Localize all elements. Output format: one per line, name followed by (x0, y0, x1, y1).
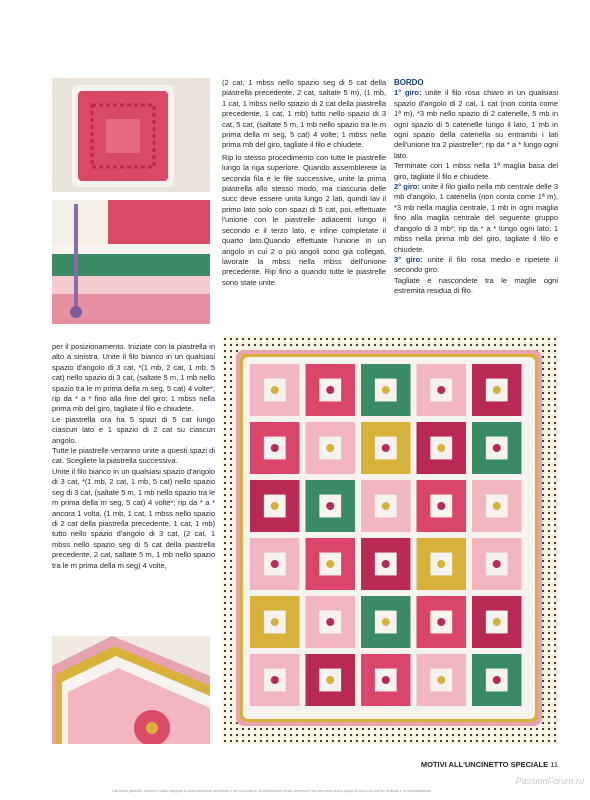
tile-flower-center (326, 502, 334, 510)
round-text: unite il filo rosa medio e ripetete il secondo giro. (394, 254, 559, 275)
round-text: Tagliate e nascondete tra le maglie ogni estremità residua di filo. (394, 275, 558, 296)
tile-flower-center (437, 386, 445, 394)
tile-flower-center (437, 676, 445, 684)
tile-flower-center (326, 560, 334, 568)
watermark: PassionForum.ru (515, 776, 584, 786)
round-paragraph (394, 276, 558, 297)
page-footer (421, 760, 558, 769)
page-number: 11 (550, 760, 558, 769)
tile-flower-center (437, 502, 445, 510)
bordo-section (394, 78, 558, 297)
hook-handle (70, 306, 82, 318)
tile-flower-center (493, 444, 501, 452)
tile-flower-center (271, 618, 279, 626)
tile-flower-center (493, 618, 501, 626)
paragraph: Le piastrella ora ha 5 spazi di 5 cat lungo ciascun lato e 1 spazio di 2 cat su ciascun angolo. (52, 414, 215, 445)
tile-flower-center (271, 444, 279, 452)
round-text: unite il filo rosa chiaro in un qualsiasi spazio d'angolo di 2 cat, 1 cat (non conta come 1ª m), *3 mb nello spazio di 2 catenelle, 5 mb in ogni spazio di 5 catenelle lungo il lato, 1 mb in ogni spazio della catenella su entrambi i lati dell'unione tra 2 piastrelle*; rip da * a * lungo ogni lato. (394, 88, 559, 160)
tile-flower-center (382, 444, 390, 452)
tile-flower-center (271, 560, 279, 568)
tile-flower-center (493, 560, 501, 568)
joining-illustration (52, 200, 210, 324)
round-paragraph (394, 88, 558, 161)
tile-flower-center (326, 618, 334, 626)
tile-flower-center (271, 676, 279, 684)
section-title: BORDO (394, 78, 424, 87)
tile-flower-center (493, 676, 501, 684)
tile-flower-center (437, 618, 445, 626)
round-label: 3° giro: (394, 254, 423, 264)
round-label: 1° giro: (394, 88, 422, 98)
text-column-top (222, 78, 386, 288)
tile-flower-center (382, 560, 390, 568)
flower-center (146, 722, 158, 734)
round-paragraph (394, 182, 558, 255)
paragraph: Tutte le piastrelle verranno unite a questi spazi di cat. Scegliete la piastrella successiva. (52, 446, 215, 466)
paragraph: Unite il filo bianco in un qualsiasi spazio d'angolo di 3 cat, *(1 mb, 2 cat, 1 mb, 5 cat) nello spazio seg di 3 cat, (saltate 5 m, 1 mb nello spazio tra le m prima della m seg, 5 cat) 4 volte*; rip da * a * ancora 1 volta, (1 mb, 1 cat, 1 mbss nello spazio di 2 cat della piastrella precedente, 1 cat, 1 mb) tutto nello spazio d'angolo di 3 cat, (2 cat, 1 mbss nello spazio seg di 5 cat della piastrella precedente, 2 cat, saltate 5 m, 1 mb nello spazio tra le m prima della m seg) 4 volte, (52, 466, 215, 570)
blanket-illustration (222, 336, 558, 744)
round-text: Terminate con 1 mbss nella 1ª maglia basa del giro, tagliate il filo e chiudete. (394, 161, 558, 181)
round-paragraph (394, 255, 558, 276)
tile-flower-center (493, 502, 501, 510)
round-label: 2° giro: (394, 182, 420, 192)
tile-flower-center (382, 386, 390, 394)
tile-flower-center (326, 444, 334, 452)
photo-blanket (222, 336, 558, 744)
tile-flower-center (382, 676, 390, 684)
tile-flower-center (326, 676, 334, 684)
tile-flower-center (382, 502, 390, 510)
paragraph: per il posizionamento. Iniziate con la piastrella in alto a sinistra. Unite il filo bianco in un qualsiasi spazio d'angolo di 3 cat, *(1 mb, 2 cat, 1 mb, 5 cat) nello spazio di 3 cat, (saltate 5 m, 1 mb nello spazio tra le m prima della m seg, 5 cat) 4 volte*; rip da * a * fino alla fine del giro; 1 mbss nella prima mb del giro, tagliate il filo e chiudete. (52, 342, 215, 414)
tile-flower-center (326, 386, 334, 394)
fineprint-notice: Uso lavori garantiti. Il lavoro è stato eseguito su autorizzazione dell'autore e del suo editore; la distribuzione di tali contenuti è da intendersi senza scopo di lucro e ai soli fini di studio e di comunicazione. (112, 789, 432, 793)
photo-single-tile (52, 78, 210, 192)
photo-joining-detail (52, 200, 210, 324)
border-illustration (52, 636, 210, 744)
text-column-bottom (52, 342, 215, 571)
round-text: unite il filo giallo nella mb centrale delle 3 mb d'angolo, 1 catenella (non conta come 1ª m), *3 mb nella maglia centrale, 1 mb in ogni maglia fino alla maglia centrale del seguente gruppo d'angolo di 3 mb*; rip da * a * lungo ogni lato; 1 mbss nella prima mb del giro, tagliate il filo e chiudete. (394, 182, 559, 254)
round-paragraph (394, 161, 558, 182)
paragraph: (2 cat, 1 mbss nello spazio seg di 5 cat della piastrella precedente, 2 cat, saltate 5 m), (1 mb, 1 cat, 1 mbss nello spazio di 2 cat della piastrella precedente, 1 cat, 1 mb) tutto nello spazio di 3 cat, 5 cat, (saltate 5 m, 1 mb nello spazio tra le m prima della m seg, 5 cat) 4 volte; 1 mbss nella prima mb del giro, tagliate il filo e chiudete. (222, 78, 386, 150)
upper-tile (108, 200, 210, 244)
magazine-title: MOTIVI ALL'UNCINETTO SPECIALE (420, 760, 549, 769)
tile-flower-center (382, 618, 390, 626)
photo-border-detail (52, 636, 210, 744)
tile-flower-center (437, 444, 445, 452)
tile-flower-center (271, 502, 279, 510)
tile-flower-center (493, 386, 501, 394)
tile-flower-center (271, 386, 279, 394)
tile-center (106, 119, 140, 153)
single-tile-illustration (52, 78, 210, 192)
tile-flower-center (437, 560, 445, 568)
paragraph: Rip lo stesso procedimento con tutte le piastrelle lungo la riga superiore. Quando assemblerete la seconda fila e le file successive, unite la prima piastrella allo stesso modo, ma ciascuna delle succ deve essere unita lungo 2 lati, quindi lav il primo lato solo con spazi di 5 cat, poi, effettuate l'unione con le piastrelle adiacenti lungo il secondo e il terzo lato, e infine completate il quarto lato.Quando effettuate l'unione in un angolo in cui 2 o più angoli sono già collegati, lavorate la mbss nella mbss dell'unione precedente. Rip fino a quando tutte le piastrelle sono state unite. (222, 152, 386, 287)
